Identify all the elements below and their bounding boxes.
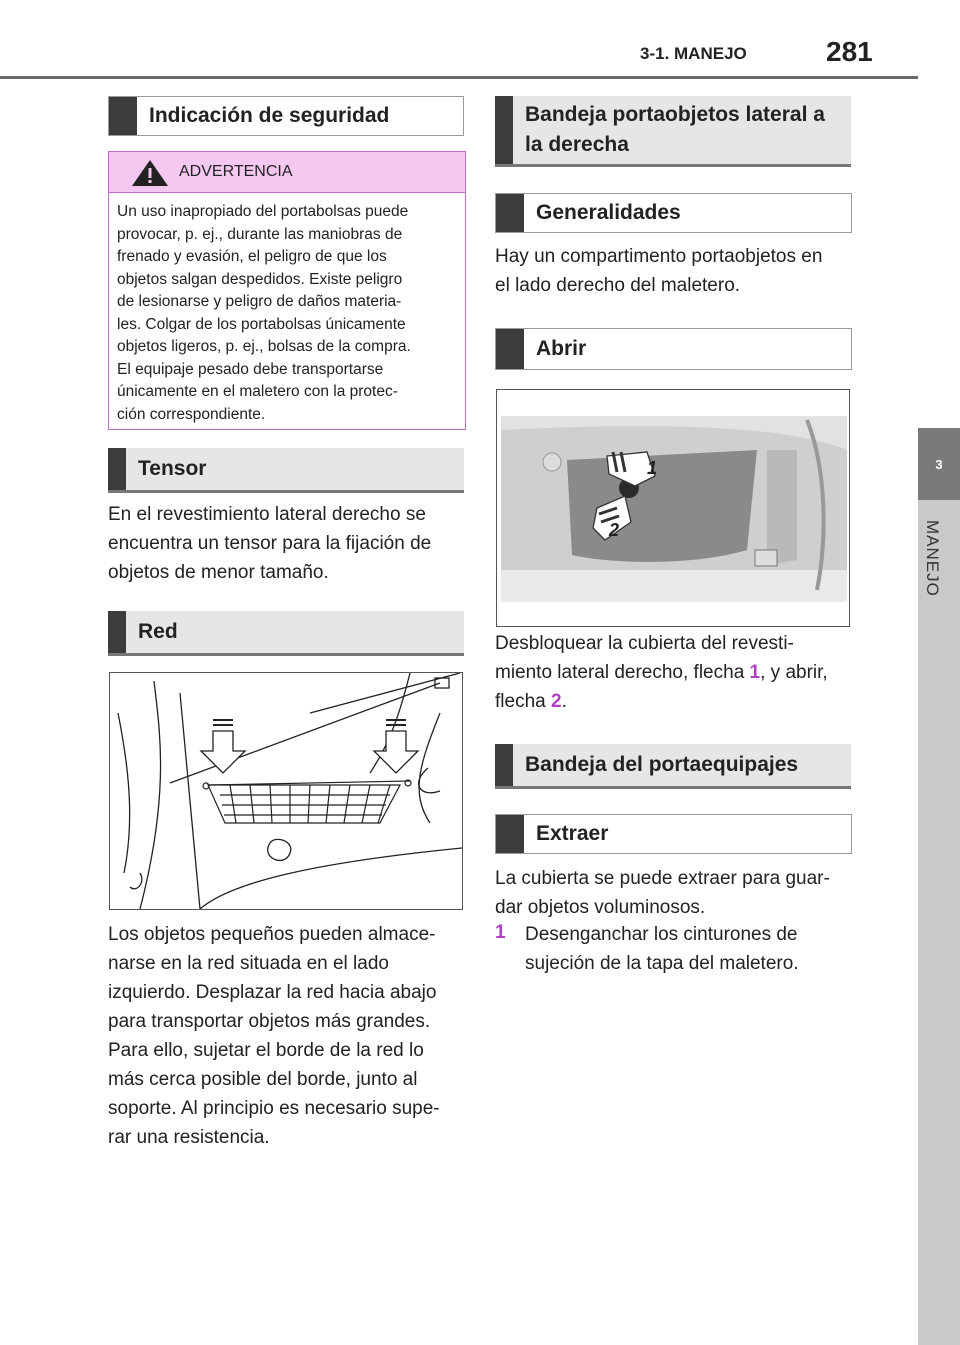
- text-line: objetos de menor tamaño.: [108, 562, 329, 583]
- open-paragraph: [495, 629, 855, 716]
- heading-text: [513, 100, 825, 160]
- warning-header: [109, 152, 465, 193]
- text-line: rar una resistencia.: [108, 1127, 270, 1148]
- text-line: En el revestimiento lateral derecho se: [108, 504, 426, 525]
- arrow-ref-1: 1: [749, 662, 761, 683]
- text-line: sujeción de la tapa del maletero.: [525, 953, 799, 974]
- text-fragment: flecha: [495, 691, 551, 712]
- tensor-paragraph: [108, 500, 468, 587]
- text-line: Para ello, sujetar el borde de la red lo: [108, 1040, 424, 1061]
- heading-line: la derecha: [525, 133, 629, 156]
- heading-extract: [495, 814, 852, 854]
- heading-bar: [108, 611, 126, 653]
- warning-line: únicamente en el maletero con la protec-: [117, 383, 398, 400]
- warning-body: [109, 193, 465, 426]
- text-line: dar objetos voluminosos.: [495, 897, 706, 918]
- heading-bar: [495, 96, 513, 164]
- heading-red: [108, 611, 464, 656]
- text-line: Desbloquear la cubierta del revesti-: [495, 633, 794, 654]
- heading-side-tray: [495, 96, 851, 167]
- header-rule: [0, 76, 960, 79]
- heading-safety: [108, 96, 464, 136]
- warning-line: frenado y evasión, el peligro de que los: [117, 248, 387, 265]
- heading-line: Bandeja portaobjetos lateral a: [525, 103, 825, 126]
- warning-line: Un uso inapropiado del portabolsas puede: [117, 203, 409, 220]
- warning-line: ción correspondiente.: [117, 405, 266, 423]
- text-line: Hay un compartimento portaobjetos en: [495, 246, 823, 267]
- warning-line: les. Colgar de los portabolsas únicamente: [117, 315, 406, 333]
- text-line: [495, 658, 855, 687]
- heading-bar: [495, 744, 513, 786]
- page-number: 281: [826, 36, 873, 67]
- text-fragment: .: [561, 691, 567, 712]
- text-line: el lado derecho del maletero.: [495, 275, 741, 296]
- figure-label-2: 2: [609, 520, 620, 540]
- figure-side-tray: [496, 389, 850, 627]
- general-paragraph: [495, 242, 855, 300]
- heading-text: Bandeja del portaequipajes: [525, 753, 799, 776]
- side-tray-illustration: [497, 390, 849, 626]
- text-line: Los objetos pequeños pueden almace-: [108, 924, 436, 945]
- arrow-ref-2: 2: [550, 691, 562, 712]
- heading-text: Extraer: [536, 822, 609, 845]
- heading-tensor: [108, 448, 464, 493]
- heading-bar: [496, 194, 524, 232]
- heading-general: [495, 193, 852, 233]
- warning-line: objetos ligeros, p. ej., bolsas de la compra.: [117, 338, 411, 355]
- heading-text: Abrir: [536, 337, 587, 360]
- chapter-number-tab: 3: [918, 428, 960, 500]
- text-line: La cubierta se puede extraer para guar-: [495, 868, 830, 889]
- warning-title: ADVERTENCIA: [179, 163, 293, 180]
- text-line: soporte. Al principio es necesario supe-: [108, 1098, 440, 1119]
- warning-line: El equipaje pesado debe transportarse: [117, 360, 384, 378]
- heading-text: Tensor: [138, 457, 207, 480]
- text-line: narse en la red situada en el lado: [108, 953, 389, 974]
- chapter-label: MANEJO: [923, 520, 942, 597]
- heading-luggage-tray: [495, 744, 851, 789]
- luggage-net-illustration: [110, 673, 462, 909]
- extract-paragraph: [495, 864, 855, 922]
- warning-line: objetos salgan despedidos. Existe peligro: [117, 270, 403, 288]
- warning-box: [108, 151, 466, 430]
- side-tab-spacer: [918, 0, 960, 428]
- section-label: 3-1. MANEJO: [640, 44, 747, 63]
- warning-triangle-icon: [131, 159, 169, 187]
- chapter-label-tab: [918, 500, 960, 1345]
- heading-text: Red: [138, 620, 178, 643]
- text-line: izquierdo. Desplazar la red hacia abajo: [108, 982, 437, 1003]
- text-fragment: miento lateral derecho, flecha: [495, 662, 750, 683]
- text-line: encuentra un tensor para la fijación de: [108, 533, 432, 554]
- step-1-text: [525, 920, 855, 978]
- text-line: para transportar objetos más grandes.: [108, 1011, 431, 1032]
- figure-label-1: 1: [647, 458, 658, 478]
- warning-line: de lesionarse y peligro de daños materia-: [117, 293, 402, 310]
- heading-bar: [496, 329, 524, 369]
- heading-bar: [108, 448, 126, 490]
- figure-luggage-net: [109, 672, 463, 910]
- red-paragraph: [108, 920, 468, 1152]
- heading-text: Indicación de seguridad: [149, 104, 390, 127]
- step-number: 1: [495, 922, 506, 943]
- text-line: Desenganchar los cinturones de: [525, 924, 798, 945]
- heading-text: Generalidades: [536, 201, 681, 224]
- warning-line: provocar, p. ej., durante las maniobras de: [117, 225, 403, 243]
- text-line: más cerca posible del borde, junto al: [108, 1069, 418, 1090]
- heading-bar: [109, 97, 137, 135]
- text-fragment: , y abrir,: [760, 662, 828, 683]
- heading-open: [495, 328, 852, 370]
- heading-bar: [496, 815, 524, 853]
- text-line: [495, 687, 855, 716]
